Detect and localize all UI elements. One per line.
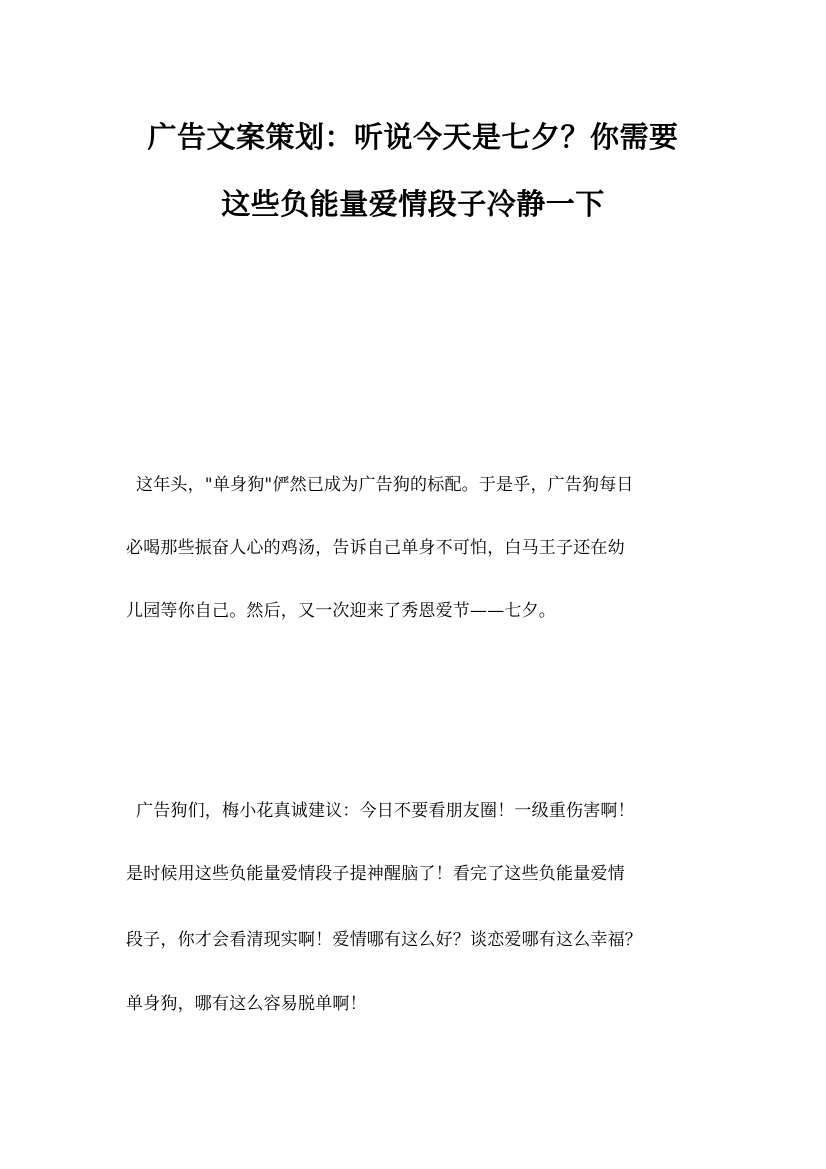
paragraph-2-line-4: 单身狗，哪有这么容易脱单啊！ — [126, 994, 367, 1014]
paragraph-2-line-1: 广告狗们，梅小花真诚建议：今日不要看朋友圈！一级重伤害啊！ — [136, 801, 635, 821]
paragraph-2-line-3: 段子，你才会看清现实啊！爱情哪有这么好？谈恋爱哪有这么幸福？ — [126, 930, 642, 950]
document-title-line-2: 这些负能量爱情段子冷静一下 — [221, 187, 605, 221]
paragraph-1-line-1: 这年头，"单身狗"俨然已成为广告狗的标配。于是乎，广告狗每日 — [136, 475, 634, 495]
paragraph-1-line-2: 必喝那些振奋人心的鸡汤，告诉自己单身不可怕，白马王子还在幼 — [126, 538, 625, 558]
paragraph-2-line-2: 是时候用这些负能量爱情段子提神醒脑了！看完了这些负能量爱情 — [126, 864, 625, 884]
paragraph-1-line-3: 儿园等你自己。然后，又一次迎来了秀恩爱节——七夕。 — [126, 601, 556, 621]
document-title-line-1: 广告文案策划：听说今天是七夕？你需要 — [147, 120, 679, 154]
